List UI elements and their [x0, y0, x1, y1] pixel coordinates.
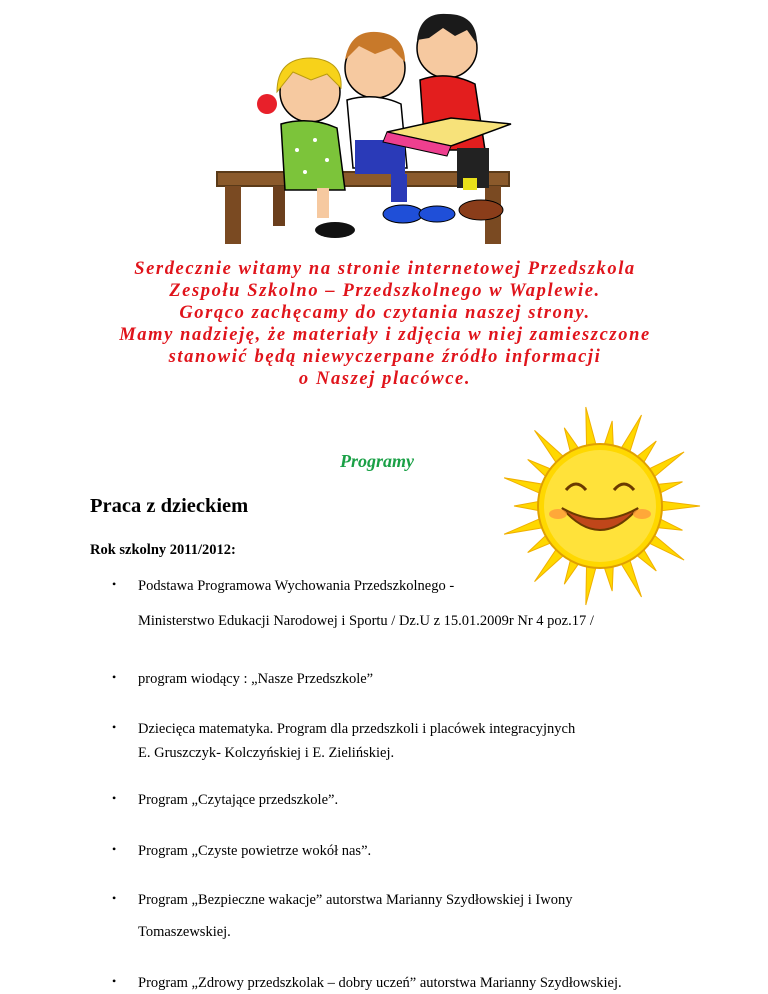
bullet-icon: •: [112, 974, 117, 988]
welcome-line: stanowić będą niewyczerpane źródło informacji: [168, 347, 602, 367]
list-item: [90, 577, 710, 630]
bullet-icon: •: [112, 577, 117, 591]
list-item-text: Dziecięca matematyka. Program dla przedszkoli i placówek integracyjnych: [138, 721, 576, 737]
list-item: [90, 670, 710, 688]
children-reading-on-bench-icon: [215, 0, 525, 250]
list-item-text: Program „Czyste powietrze wokół nas”.: [138, 843, 372, 859]
list-item: [90, 974, 710, 992]
list-item-text: Program „Bezpieczne wakacje” autorstwa Marianny Szydłowskiej i Iwony: [138, 892, 573, 908]
list-item-text-continued: E. Gruszczyk- Kolczyńskiej i E. Zielińskiej.: [138, 745, 395, 761]
welcome-line: Zespołu Szkolno – Przedszkolnego w Waplewie.: [169, 281, 601, 301]
programs-title: Programy: [340, 451, 414, 471]
welcome-line: Serdecznie witamy na stronie internetowej Przedszkola: [134, 259, 636, 279]
sun-ray: [658, 501, 700, 511]
list-item: [90, 791, 710, 809]
welcome-message: [60, 258, 710, 390]
list-item: [90, 842, 710, 860]
bullet-icon: •: [112, 891, 117, 905]
list-item-text: Program „Zdrowy przedszkolak – dobry uczeń” autorstwa Marianny Szydłowskiej.: [138, 975, 622, 991]
welcome-line: o Naszej placówce.: [298, 369, 472, 389]
list-item-text: Podstawa Programowa Wychowania Przedszkolnego -: [138, 578, 455, 594]
bullet-icon: •: [112, 720, 117, 734]
bullet-icon: •: [112, 842, 117, 856]
section-heading: Praca z dzieckiem: [90, 495, 249, 517]
welcome-line: Gorąco zachęcamy do czytania naszej strony.: [179, 303, 591, 323]
list-item-text-continued: Ministerstwo Edukacji Narodowej i Sportu / Dz.U z 15.01.2009r Nr 4 poz.17 /: [138, 613, 594, 629]
list-item-text: Program „Czytające przedszkole”.: [138, 792, 339, 808]
program-list: [90, 577, 710, 992]
welcome-line: Mamy nadzieję, że materiały i zdjęcia w niej zamieszczone: [119, 325, 651, 345]
list-item: [90, 720, 710, 762]
list-item-text: program wiodący : „Nasze Przedszkole”: [138, 671, 374, 687]
list-item: [90, 891, 710, 941]
bullet-icon: •: [112, 791, 117, 805]
list-item-text-continued: Tomaszewskiej.: [138, 924, 231, 940]
school-year-label: Rok szkolny 2011/2012:: [90, 542, 236, 558]
bullet-icon: •: [112, 670, 117, 684]
